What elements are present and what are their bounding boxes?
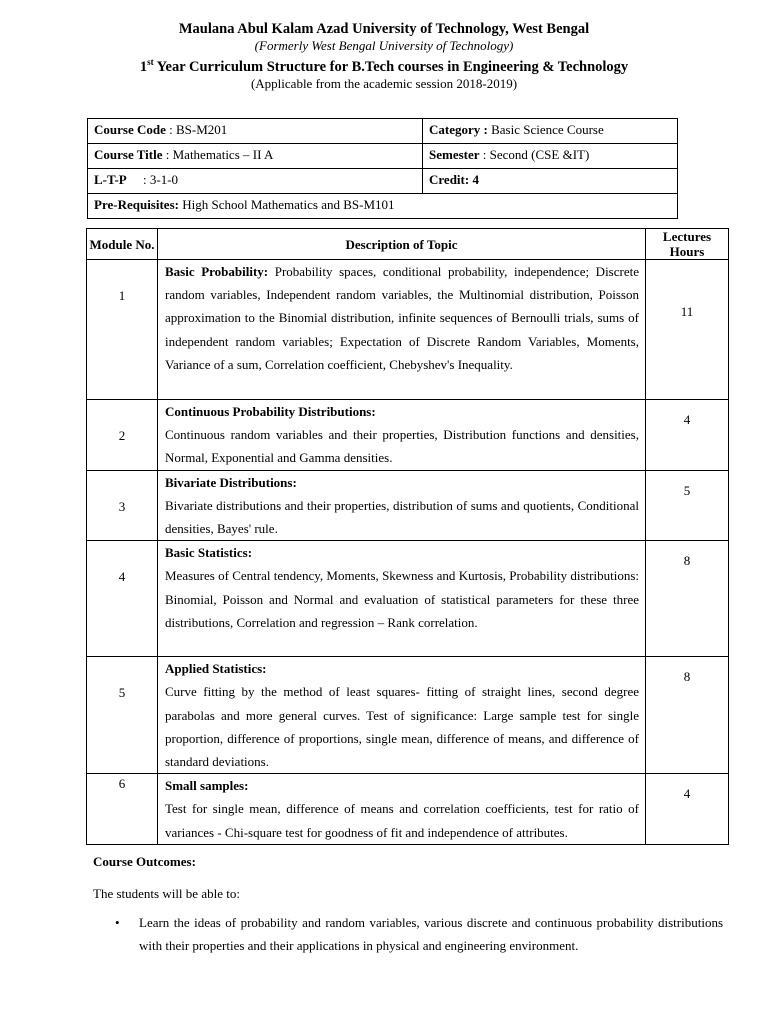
module-number: 5 (118, 685, 126, 701)
header-lectures: Lectures Hours (646, 229, 729, 260)
lecture-hours: 4 (683, 786, 691, 802)
table-row (87, 541, 729, 657)
module-number: 1 (118, 288, 126, 303)
header-module: Module No. (87, 229, 158, 260)
table-row (87, 470, 729, 541)
module-number: 2 (118, 428, 126, 443)
applicable-session: (Applicable from the academic session 2018-2019) (250, 75, 518, 91)
course-outcomes (93, 853, 723, 957)
credit-cell: Credit: 4 (423, 169, 678, 194)
table-row (87, 657, 729, 774)
course-code-cell: Course Code : BS-M201 (88, 119, 423, 144)
topic-description: Basic Probability: Probability spaces, conditional probability, independence; Discrete random variables, Independent random variables, the Multinomial distribution, Poisson approximation to the Binomial distribution, infinite sequences of Bernoulli trials, sums of independent random variables; Expectation of Discrete Random Variables, Moments, Variance of a sum, Correlation coefficient, Chebyshev's Inequality. (165, 264, 639, 372)
ltp-cell: L-T-P : 3-1-0 (88, 169, 423, 194)
topic-description: Basic Statistics: Measures of Central tendency, Moments, Skewness and Kurtosis, Probability distributions: Binomial, Poisson and Normal and evaluation of statistical parameters for these three distributions, Correlation and regression – Rank correlation. (165, 545, 639, 630)
lecture-hours: 8 (683, 669, 691, 685)
module-number: 3 (118, 498, 126, 514)
former-name: (Formerly West Bengal University of Technology) (254, 38, 514, 53)
category-cell: Category : Basic Science Course (423, 119, 678, 144)
module-number: 4 (118, 569, 126, 585)
outcomes-list (93, 911, 723, 957)
lecture-hours: 11 (680, 304, 694, 319)
semester-cell: Semester : Second (CSE &IT) (423, 144, 678, 169)
table-row (87, 260, 729, 400)
list-item: • Learn the ideas of probability and random variables, various discrete and continuous probability distributions with their properties and their applications in physical and engineering environment. (93, 911, 723, 957)
course-info-table (87, 118, 678, 219)
outcomes-title: Course Outcomes: (93, 854, 196, 869)
lecture-hours: 5 (683, 482, 691, 498)
outcomes-intro: The students will be able to: (93, 886, 240, 901)
table-row (87, 774, 729, 845)
header-description: Description of Topic (158, 229, 646, 260)
topic-description: Applied Statistics: Curve fitting by the method of least squares- fitting of straight lines, second degree parabolas and more general curves. Test of significance: Large sample test for single proportion, difference of proportions, single mean, difference of means, and difference of standard deviations. (165, 661, 639, 770)
document-header (0, 20, 768, 91)
course-title-cell: Course Title : Mathematics – II A (88, 144, 423, 169)
lecture-hours: 4 (683, 412, 691, 427)
topic-description: Bivariate Distributions: Bivariate distributions and their properties, distribution of sums and quotients, Conditional densities, Bayes' rule. (165, 474, 639, 537)
table-row (87, 400, 729, 471)
curriculum-title: 1st Year Curriculum Structure for B.Tech courses in Engineering & Technology (139, 57, 629, 75)
prerequisites-cell: Pre-Requisites: High School Mathematics and BS-M101 (88, 194, 678, 219)
module-number: 6 (118, 776, 126, 792)
lecture-hours: 8 (683, 553, 691, 569)
topic-description: Small samples: Test for single mean, difference of means and correlation coefficients, test for ratio of variances - Chi-square test for goodness of fit and independence of attributes. (165, 778, 639, 840)
bullet-icon: • (115, 915, 120, 930)
topics-table (86, 228, 729, 845)
topic-description: Continuous Probability Distributions: Continuous random variables and their properties, Distribution functions and densities, Normal, Exponential and Gamma densities. (165, 404, 639, 466)
university-name: Maulana Abul Kalam Azad University of Technology, West Bengal (178, 21, 590, 37)
